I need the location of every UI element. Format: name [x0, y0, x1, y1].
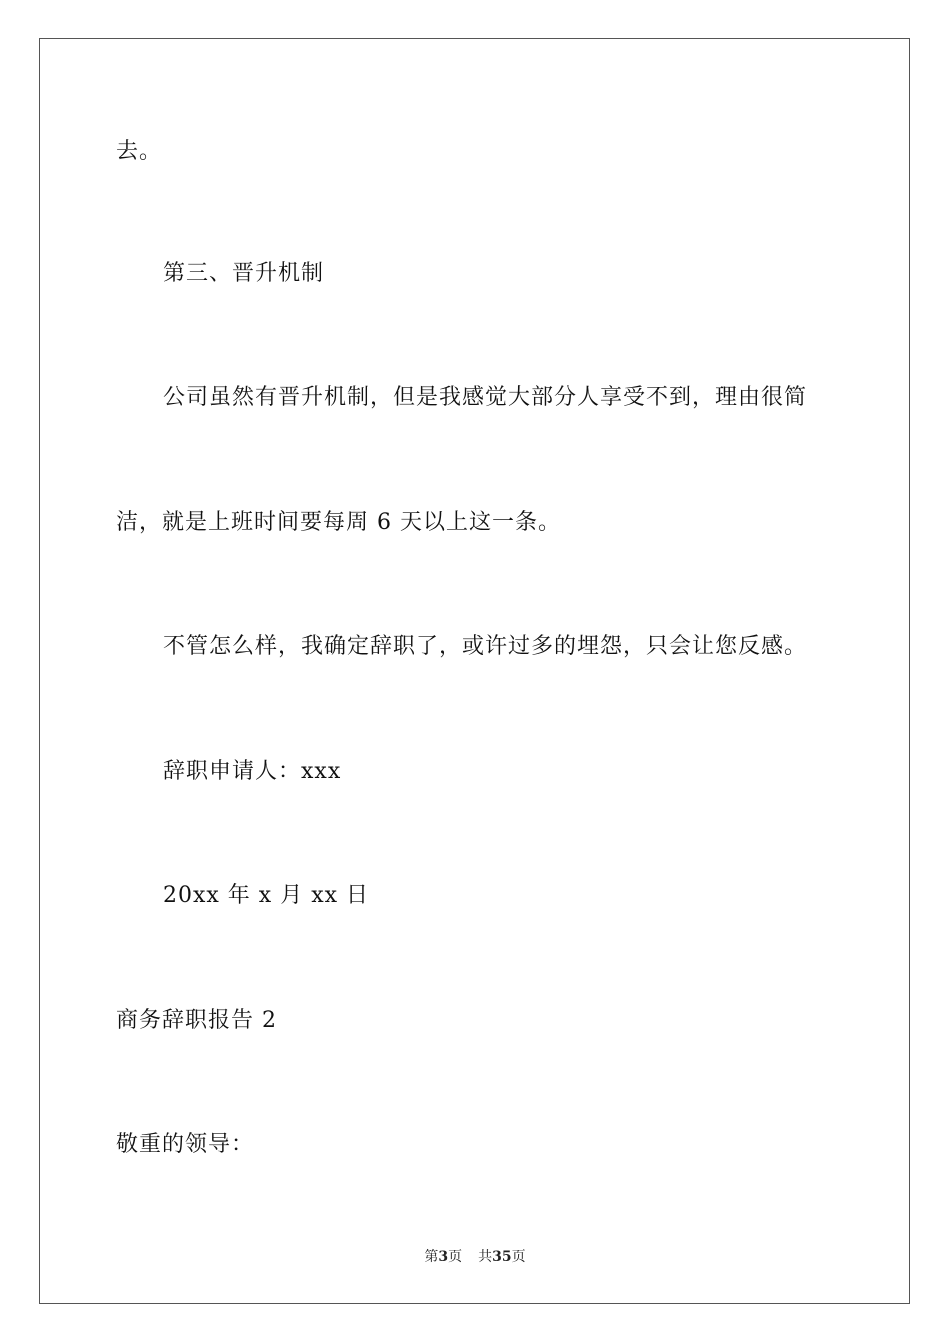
footer-page-current: 3: [438, 1249, 449, 1265]
footer-page-total: 35: [492, 1249, 512, 1265]
salutation-line: 敬重的领导：: [116, 1132, 255, 1157]
paragraph-line-2: 洁，就是上班时间要每周 6 天以上这一条。: [116, 510, 561, 535]
applicant-line: 辞职申请人：xxx: [163, 759, 342, 784]
page-footer: [0, 1247, 950, 1267]
footer-page-prefix: 第: [424, 1249, 439, 1265]
report-title: 商务辞职报告 2: [116, 1008, 277, 1033]
date-line: 20xx 年 x 月 xx 日: [163, 883, 369, 908]
footer-page-unit: 页: [448, 1249, 463, 1265]
page-frame: [39, 38, 910, 1304]
section-heading: 第三、晋升机制: [163, 261, 325, 286]
footer-total-unit: 页: [511, 1249, 526, 1265]
text-line-1: 去。: [116, 139, 163, 164]
paragraph-line-3: 不管怎么样，我确定辞职了，或许过多的埋怨，只会让您反感。: [163, 634, 808, 659]
paragraph-line-1: 公司虽然有晋升机制，但是我感觉大部分人享受不到，理由很简: [163, 385, 808, 410]
footer-total-prefix: 共: [478, 1249, 493, 1265]
